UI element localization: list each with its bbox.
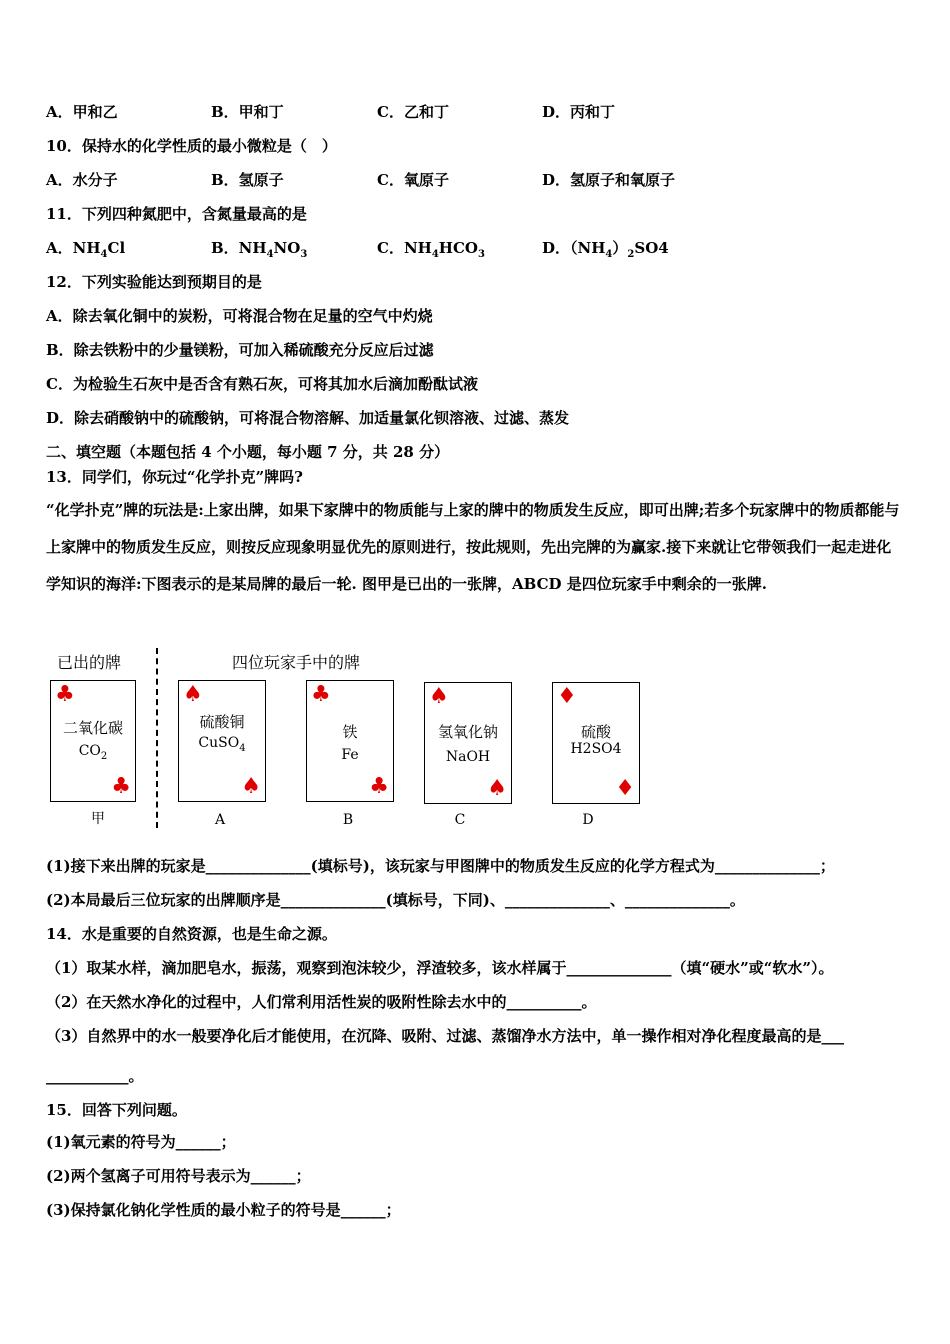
q9-option-a: A．甲和乙 <box>46 103 118 121</box>
q10-option-b: B．氢原子 <box>211 171 284 189</box>
club-icon: ♣ <box>311 682 331 707</box>
club-icon: ♣ <box>55 682 75 707</box>
club-icon: ♣ <box>369 774 389 799</box>
card-b <box>306 680 394 802</box>
diamond-icon: ♦ <box>557 684 577 709</box>
player-cards-title: 四位玩家手中的牌 <box>232 653 361 672</box>
card-label: D <box>582 812 594 828</box>
diamond-icon: ♦ <box>615 776 635 801</box>
q15-sub1: (1)氧元素的符号为______； <box>46 1133 236 1151</box>
q15-stem: 15．回答下列问题。 <box>46 1101 187 1119</box>
card-label: B <box>342 812 354 828</box>
spade-icon: ♠ <box>241 774 261 799</box>
card-name: 硫酸 <box>580 723 611 741</box>
q12-option-a: A．除去氧化铜中的炭粉，可将混合物在足量的空气中灼烧 <box>46 307 433 325</box>
card-label: C <box>454 812 466 828</box>
q10-option-c: C．氧原子 <box>377 171 449 189</box>
divider-dashed <box>156 648 158 828</box>
spade-icon: ♠ <box>487 776 507 801</box>
q13-sub2: (2)本局最后三位玩家的出牌顺序是______________(填标号，下同)、______________、______________。 <box>46 891 745 909</box>
q9-option-d: D．丙和丁 <box>542 103 616 121</box>
card-formula: NaOH <box>445 749 491 765</box>
q15-sub3: (3)保持氯化钠化学性质的最小粒子的符号是______； <box>46 1201 401 1219</box>
q11-option-d: D．$(NH_4)_2SO4$ <box>542 239 669 260</box>
q14-stem: 14．水是重要的自然资源，也是生命之源。 <box>46 925 337 943</box>
q11-stem: 11．下列四种氮肥中，含氮量最高的是 <box>46 205 307 223</box>
card-c <box>424 682 512 804</box>
card-played <box>50 680 136 802</box>
card-formula: CuSO$_4$ <box>198 735 246 754</box>
q10-option-a: A．水分子 <box>46 171 118 189</box>
spade-icon: ♠ <box>429 684 449 709</box>
played-cards-title: 已出的牌 <box>57 653 122 672</box>
card-name: 氢氧化钠 <box>437 723 498 741</box>
card-a <box>178 680 266 802</box>
card-formula: H2SO4 <box>570 741 622 757</box>
q12-stem: 12．下列实验能达到预期目的是 <box>46 273 262 291</box>
q14-sub3-blank: ___________。 <box>46 1067 144 1085</box>
q11-option-a: A．$NH_4Cl$ <box>46 239 126 260</box>
card-label: A <box>214 812 226 828</box>
spade-icon: ♠ <box>183 682 203 707</box>
q14-sub3: （3）自然界中的水一般要净化后才能使用，在沉降、吸附、过滤、蒸馏净水方法中，单一操作相对净化程度最高的是___ <box>46 1027 844 1045</box>
card-name: 铁 <box>342 723 358 741</box>
q12-option-d: D．除去硝酸钠中的硫酸钠，可将混合物溶解、加适量氯化钡溶液、过滤、蒸发 <box>46 409 570 427</box>
q9-option-b: B．甲和丁 <box>211 103 284 121</box>
card-formula: $CO_2$ <box>78 743 108 762</box>
q13-stem: 13．同学们，你玩过“化学扑克”牌吗? <box>46 468 303 486</box>
q10-option-d: D．氢原子和氧原子 <box>542 171 676 189</box>
card-d <box>552 682 640 804</box>
card-name: 硫酸铜 <box>199 713 245 731</box>
card-label: 甲 <box>91 811 105 827</box>
card-formula: Fe <box>341 747 359 763</box>
q10-stem: 10．保持水的化学性质的最小微粒是（ ） <box>46 137 337 155</box>
section-title: 二、填空题（本题包括 4 个小题，每小题 7 分，共 28 分） <box>46 443 450 461</box>
q12-option-b: B．除去铁粉中的少量镁粉，可加入稀硫酸充分反应后过滤 <box>46 341 434 359</box>
q13-paragraph: “化学扑克”牌的玩法是:上家出牌，如果下家牌中的物质能与上家的牌中的物质发生反应，即可出牌;若多个玩家牌中的物质都能与上家牌中的物质发生反应，则按反应现象明显优先的原则进行，按此规则，先出完牌的为赢家.接下来就让它带领我们一起走进化学知识的海洋:下图表示的是某局牌的最后一轮. 图甲是已出的一张牌，ABCD 是四位玩家手中剩余的一张牌. <box>46 501 900 593</box>
q9-option-c: C．乙和丁 <box>377 103 449 121</box>
q12-option-c: C．为检验生石灰中是否含有熟石灰，可将其加水后滴加酚酞试液 <box>46 375 478 393</box>
q11-option-b: B．$NH_4NO_3$ <box>211 239 308 260</box>
q11-option-c: C．$NH_4HCO_3$ <box>377 239 485 260</box>
q15-sub2: (2)两个氢离子可用符号表示为______； <box>46 1167 311 1185</box>
q13-sub1: (1)接下来出牌的玩家是______________(填标号)，该玩家与甲图牌中的物质发生反应的化学方程式为______________； <box>46 857 835 875</box>
club-icon: ♣ <box>111 774 131 799</box>
card-name: 二氧化碳 <box>62 719 123 737</box>
q14-sub2: （2）在天然水净化的过程中，人们常利用活性炭的吸附性除去水中的__________。 <box>46 993 597 1011</box>
q14-sub1: （1）取某水样，滴加肥皂水，振荡，观察到泡沫较少，浮渣较多，该水样属于______________（填“硬水”或“软水”）。 <box>46 959 834 977</box>
